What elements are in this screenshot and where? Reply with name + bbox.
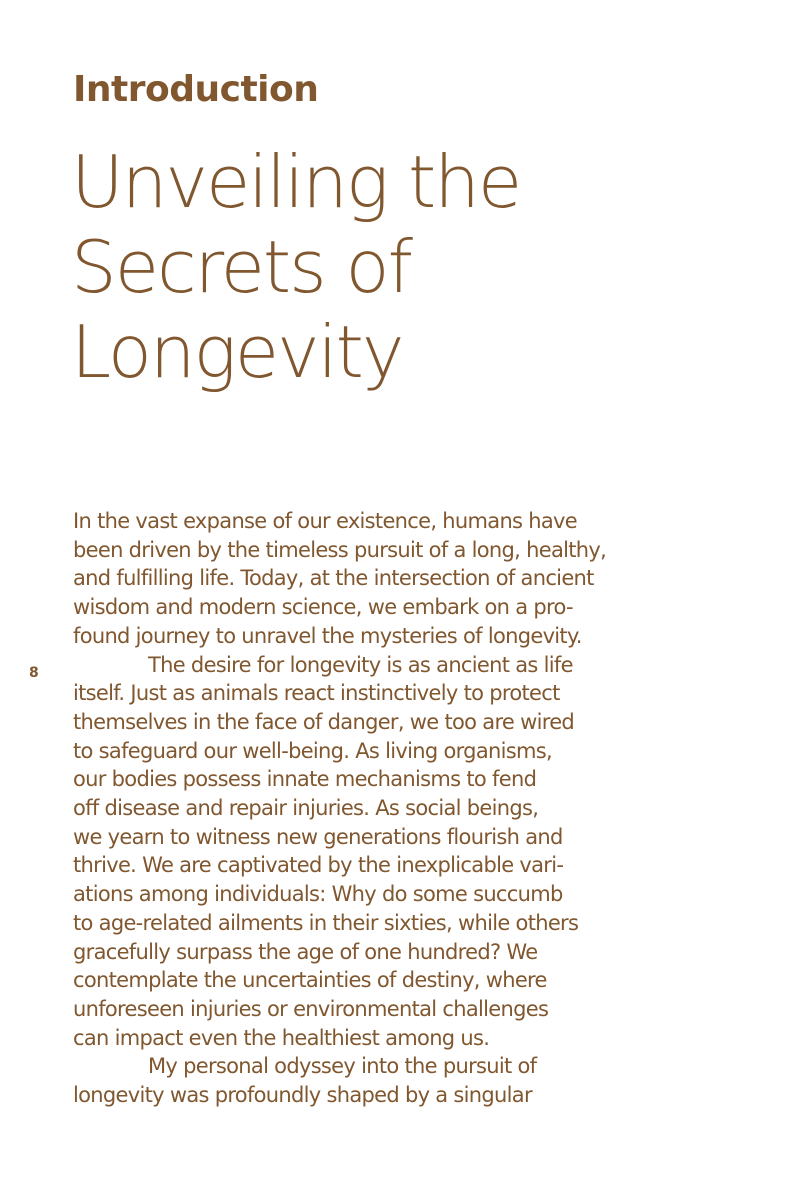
body-line: to safeguard our well-being. As living organisms, <box>73 738 552 763</box>
paragraph-start-line: The desire for longevity is as ancient as life <box>148 652 573 677</box>
body-line: wisdom and modern science, we embark on a pro- <box>73 595 573 620</box>
body-line: ations among individuals: Why do some succumb <box>73 882 563 907</box>
body-line: can impact even the healthiest among us. <box>73 1025 490 1050</box>
body-line: we yearn to witness new generations flourish and <box>73 824 563 849</box>
chapter-title-line: Longevity <box>71 310 403 394</box>
body-line: itself. Just as animals react instinctively to protect <box>73 681 560 706</box>
body-line: unforeseen injuries or environmental challenges <box>73 996 549 1021</box>
body-line: off disease and repair injuries. As social beings, <box>73 796 539 821</box>
chapter-title <box>71 140 520 395</box>
body-text <box>73 507 713 1110</box>
body-line: and fulfilling life. Today, at the intersection of ancient <box>73 566 594 591</box>
body-line: contemplate the uncertainties of destiny, where <box>73 968 547 993</box>
body-line: In the vast expanse of our existence, humans have <box>73 509 577 533</box>
body-line: gracefully surpass the age of one hundred? We <box>73 939 538 964</box>
body-line: thrive. We are captivated by the inexplicable vari- <box>73 853 564 878</box>
body-line: themselves in the face of danger, we too are wired <box>73 709 575 734</box>
paragraph-start-line: My personal odyssey into the pursuit of <box>148 1054 537 1079</box>
body-line: longevity was profoundly shaped by a singular <box>73 1083 532 1108</box>
body-line: our bodies possess innate mechanisms to fend <box>73 767 537 792</box>
chapter-title-line: Secrets of <box>71 225 411 309</box>
section-label: Introduction <box>73 69 319 110</box>
body-line: found journey to unravel the mysteries of longevity. <box>73 623 582 648</box>
chapter-title-line: Unveiling the <box>71 140 521 224</box>
page-number: 8 <box>29 665 39 681</box>
body-line: to age-related ailments in their sixties, while others <box>73 910 579 935</box>
body-line: been driven by the timeless pursuit of a long, healthy, <box>73 537 607 562</box>
